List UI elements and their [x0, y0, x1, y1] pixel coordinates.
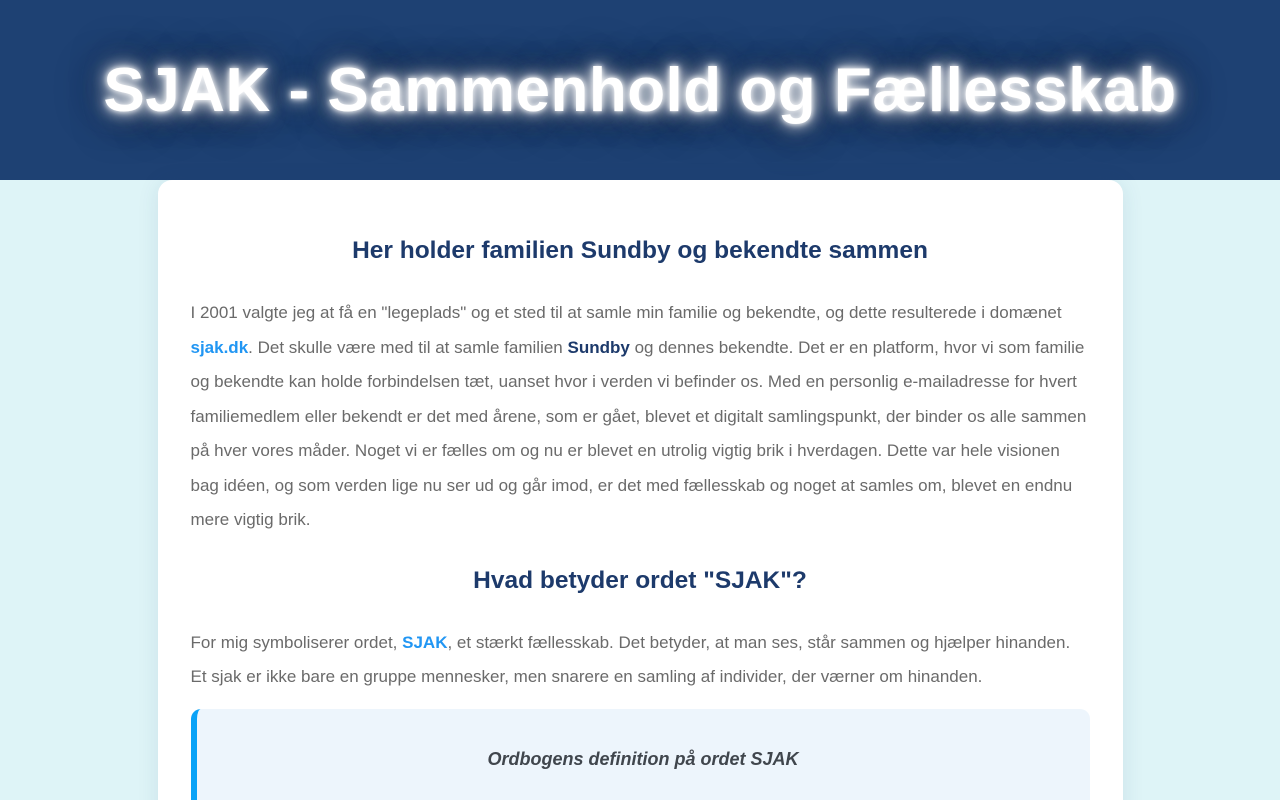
meaning-text-start: For mig symboliserer ordet, [190, 632, 403, 652]
content-card [158, 180, 1123, 800]
dictionary-quote-box [191, 709, 1090, 800]
meaning-text-end: , et stærkt fællesskab. Det betyder, at man ses, står sammen og hjælper hinanden. Et sjak er ikke bare en gruppe mennesker, men snarere en samling af individer, der værner om hinanden. [190, 632, 1071, 686]
sjak-dk-link[interactable]: sjak.dk [190, 337, 249, 357]
section-heading-meaning: Hvad betyder ordet "SJAK"? [473, 566, 807, 594]
intro-text-mid: . Det skulle være med til at samle familien [248, 337, 568, 357]
page-title: SJAK - Sammenhold og Fællesskab [103, 55, 1177, 125]
sjak-word-link[interactable]: SJAK [402, 632, 448, 652]
quote-heading: Ordbogens definition på ordet SJAK [487, 748, 799, 769]
intro-text-end: og dennes bekendte. Det er en platform, hvor vi som familie og bekendte kan holde forbindelsen tæt, uanset hvor i verden vi befinder os. Med en personlig e-mailadresse for hvert familiemedlem eller bekendt er det med årene, som er gået, blevet et digitalt samlingspunkt, der binder os alle sammen på hver vores måder. Noget vi er fælles om og nu er blevet en utrolig vigtig brik i hverdagen. Dette var hele visionen bag idéen, og som verden lige nu ser ud og går imod, er det med fællesskab og noget at samles om, blevet en endnu mere vigtig brik. [190, 337, 1087, 529]
section-heading-family: Her holder familien Sundby og bekendte sammen [352, 237, 928, 264]
intro-paragraph [191, 296, 1090, 538]
meaning-paragraph [191, 626, 1090, 695]
sundby-family-name: Sundby [567, 337, 630, 357]
page-header [0, 0, 1280, 180]
intro-text-start: I 2001 valgte jeg at få en "legeplads" og et sted til at samle min familie og bekendte, og dette resulterede i domænet [190, 303, 1062, 322]
